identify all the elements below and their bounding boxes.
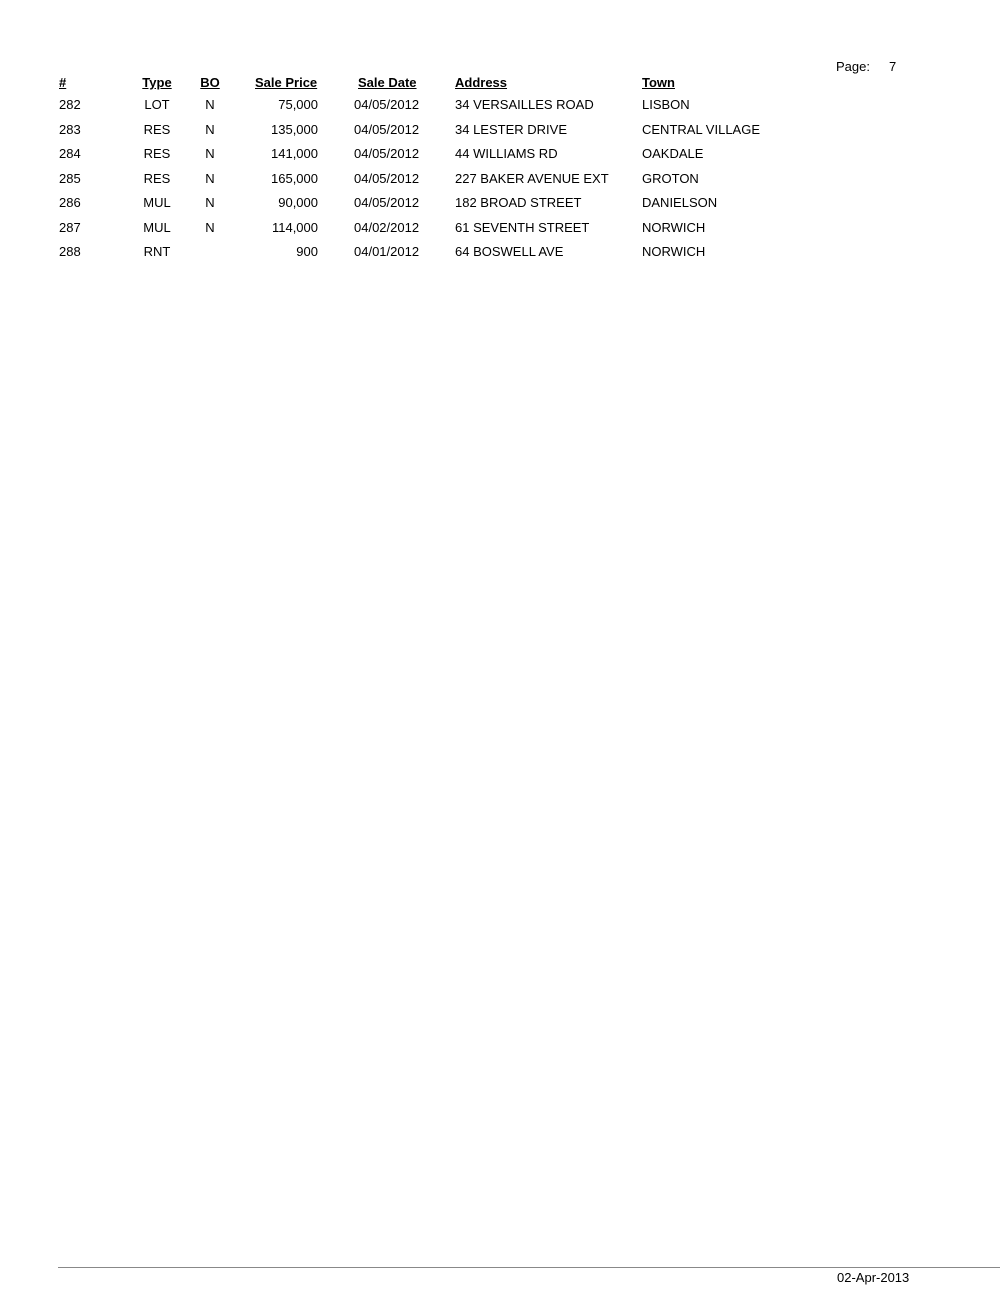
cell-sale-price: 75,000 [278, 97, 318, 112]
cell-town: DANIELSON [642, 195, 718, 210]
cell-address: 44 WILLIAMS RD [455, 146, 558, 161]
footer-date: 02-Apr-2013 [837, 1270, 910, 1285]
cell-type: MUL [143, 219, 171, 235]
cell-bo: N [205, 195, 215, 210]
cell-sale-price: 165,000 [271, 170, 318, 186]
table-row [0, 122, 1000, 147]
cell-sale-date: 04/05/2012 [354, 195, 420, 210]
footer-divider [58, 1267, 1000, 1268]
page-number: 7 [889, 59, 897, 74]
cell-sale-date: 04/05/2012 [354, 97, 420, 112]
cell-town: NORWICH [642, 219, 706, 235]
header-type: Type [142, 75, 172, 90]
cell-number: 282 [59, 97, 81, 112]
cell-sale-price: 141,000 [271, 146, 318, 161]
cell-sale-date: 04/05/2012 [354, 121, 420, 137]
cell-number: 286 [59, 195, 81, 210]
cell-town: NORWICH [642, 244, 706, 259]
page-label: Page: [836, 59, 870, 74]
table-row [0, 146, 1000, 171]
cell-address: 61 SEVENTH STREET [455, 219, 590, 235]
sales-table [0, 75, 1000, 269]
cell-bo: N [205, 97, 215, 112]
cell-sale-date: 04/02/2012 [354, 219, 420, 235]
header-sale-price: Sale Price [255, 75, 318, 90]
cell-bo: N [205, 219, 215, 235]
cell-bo: N [205, 121, 215, 137]
cell-type: RES [143, 146, 171, 161]
header-address: Address [455, 75, 508, 90]
cell-number: 288 [59, 244, 81, 259]
cell-sale-price: 114,000 [271, 219, 318, 235]
table-header-row [0, 75, 1000, 97]
cell-town: CENTRAL VILLAGE [642, 121, 761, 137]
header-town: Town [642, 75, 675, 90]
cell-address: 182 BROAD STREET [455, 195, 582, 210]
cell-town: GROTON [642, 170, 699, 186]
cell-type: RES [143, 121, 171, 137]
cell-sale-price: 900 [296, 244, 318, 259]
cell-sale-date: 04/05/2012 [354, 146, 420, 161]
cell-type: MUL [143, 195, 171, 210]
cell-number: 283 [59, 121, 81, 137]
header-bo: BO [200, 75, 220, 90]
header-sale-date: Sale Date [358, 75, 417, 90]
cell-address: 34 LESTER DRIVE [455, 121, 567, 137]
table-row [0, 195, 1000, 220]
cell-number: 287 [59, 219, 81, 235]
header-number: # [59, 75, 67, 90]
cell-address: 227 BAKER AVENUE EXT [455, 170, 609, 186]
cell-number: 285 [59, 170, 81, 186]
cell-number: 284 [59, 146, 81, 161]
cell-bo: N [205, 170, 215, 186]
cell-type: LOT [144, 97, 170, 112]
cell-type: RES [143, 170, 171, 186]
table-row [0, 220, 1000, 245]
cell-bo: N [205, 146, 215, 161]
cell-sale-date: 04/01/2012 [354, 244, 420, 259]
cell-town: LISBON [642, 97, 690, 112]
cell-town: OAKDALE [642, 146, 704, 161]
table-row [0, 171, 1000, 196]
cell-sale-price: 135,000 [271, 121, 318, 137]
cell-sale-date: 04/05/2012 [354, 170, 420, 186]
table-row [0, 97, 1000, 122]
cell-address: 34 VERSAILLES ROAD [455, 97, 594, 112]
cell-type: RNT [143, 244, 171, 259]
cell-sale-price: 90,000 [278, 195, 318, 210]
cell-address: 64 BOSWELL AVE [455, 244, 564, 259]
table-row [0, 244, 1000, 269]
